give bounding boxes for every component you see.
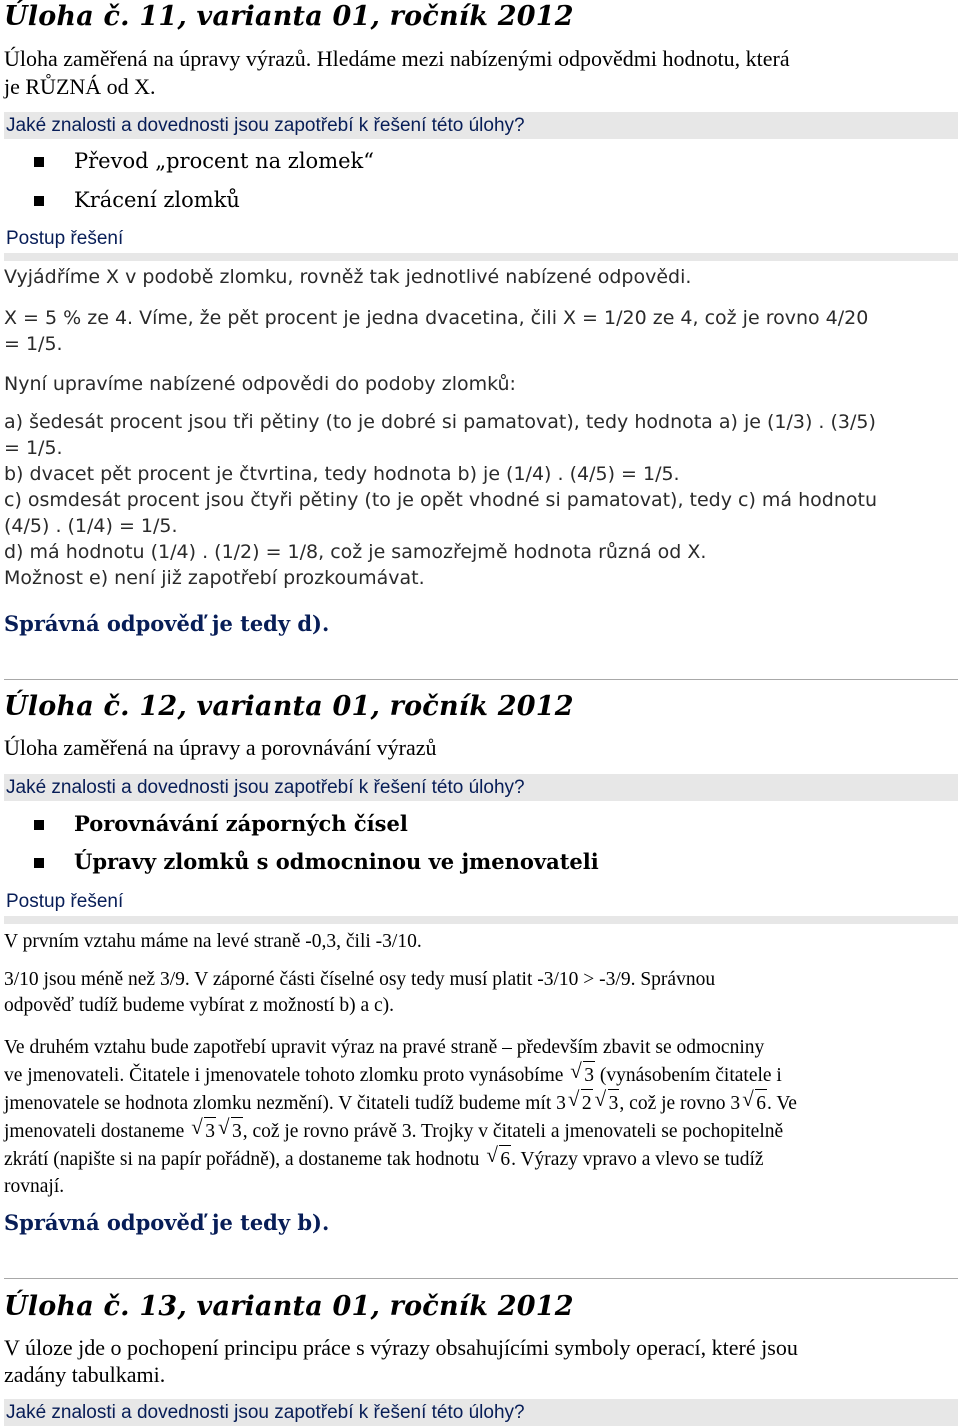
task-title: Úloha č. 11, varianta 01, ročník 2012 [4, 1, 574, 32]
intro-line: Úloha zaměřená na úpravy výrazů. Hledáme mezi nabízenými odpovědmi hodnotu, která [4, 46, 790, 71]
sqrt-expression: √ 6 [755, 1089, 767, 1117]
solution-line: c) osmdesát procent jsou čtyři pětiny (to je opět vhodné si pamatovat), tedy c) má hodnotu [4, 489, 877, 511]
intro-line: V úloze jde o pochopení principu práce s výrazy obsahujícími symboly operací, které jsou [4, 1335, 798, 1360]
intro-line: zadány tabulkami. [4, 1362, 166, 1387]
correct-answer: Správná odpověď je tedy b). [4, 1210, 330, 1235]
solution-line: Nyní upravíme nabízené odpovědi do podoby zlomků: [4, 373, 516, 395]
task-title: Úloha č. 12, varianta 01, ročník 2012 [4, 691, 574, 722]
skills-list [4, 805, 958, 881]
solution-heading: Postup řešení [6, 228, 124, 249]
section-divider [4, 679, 958, 680]
solution-line: rovnají. [4, 1176, 65, 1197]
solution-line: (4/5) . (1/4) = 1/5. [4, 515, 178, 537]
intro-line: je RŮZNÁ od X. [4, 74, 156, 99]
sqrt-expression: √ 2 [581, 1089, 593, 1117]
skills-heading: Jaké znalosti a dovednosti jsou zapotřebí k řešení této úlohy? [4, 112, 958, 139]
sqrt-expression: √ 3 [231, 1117, 243, 1145]
solution-body [4, 409, 958, 591]
solution-paragraph: V prvním vztahu máme na levé straně -0,3, čili -3/10. [4, 931, 422, 952]
task-title: Úloha č. 13, varianta 01, ročník 2012 [4, 1291, 574, 1322]
list-item: Porovnávání záporných čísel [4, 805, 958, 843]
solution-line: 3/10 jsou méně než 3/9. V záporné části číselné osy tedy musí platit -3/10 > -3/9. Správnou [4, 969, 716, 990]
solution-body [4, 305, 958, 357]
solution-paragraph [4, 967, 958, 1019]
bullet-icon [34, 820, 44, 830]
solution-line: ve jmenovateli. Čitatele i jmenovatele tohoto zlomku proto vynásobíme √ 3 (vynásobením čitatele i [4, 1061, 958, 1089]
skills-heading: Jaké znalosti a dovednosti jsou zapotřebí k řešení této úlohy? [4, 774, 958, 801]
task-intro: Úloha zaměřená na úpravy a porovnávání výrazů [4, 735, 437, 760]
solution-heading: Postup řešení [6, 891, 124, 912]
section-divider [4, 1278, 958, 1279]
solution-line: = 1/5. [4, 333, 63, 355]
sqrt-expression: √ 3 [204, 1117, 216, 1145]
sqrt-expression: √ 3 [583, 1061, 595, 1089]
skills-list [4, 142, 958, 220]
sqrt-expression: √ 3 [608, 1089, 620, 1117]
solution-line: X = 5 % ze 4. Víme, že pět procent je jedna dvacetina, čili X = 1/20 ze 4, což je rovno 4/20 [4, 307, 869, 329]
solution-line: Možnost e) není již zapotřebí prozkoumávat. [4, 567, 425, 589]
solution-line: Ve druhém vztahu bude zapotřebí upravit výraz na pravé straně – především zbavit se odmocniny [4, 1037, 765, 1058]
solution-paragraph [4, 1034, 958, 1200]
solution-line: Vyjádříme X v podobě zlomku, rovněž tak jednotlivé nabízené odpovědi. [4, 266, 692, 288]
divider-bar [4, 253, 958, 261]
bullet-icon [34, 196, 44, 206]
solution-body [4, 264, 958, 290]
solution-line: a) šedesát procent jsou tři pětiny (to je dobré si pamatovat), tedy hodnota a) je (1/3) . (3/5) [4, 411, 876, 433]
solution-line: jmenovateli dostaneme √ 3√ 3, což je rovno právě 3. Trojky v čitateli a jmenovateli se pochopitelně [4, 1117, 958, 1145]
bullet-icon [34, 157, 44, 167]
solution-line: jmenovatele se hodnota zlomku nezmění). V čitateli tudíž budeme mít 3√ 2√ 3, což je rovno 3√ 6. Ve [4, 1089, 958, 1117]
task-intro [4, 45, 958, 101]
list-item: Úpravy zlomků s odmocninou ve jmenovateli [4, 843, 958, 881]
bullet-icon [34, 858, 44, 868]
sqrt-expression: √ 6 [499, 1145, 511, 1173]
solution-body [4, 371, 958, 397]
solution-line: zkrátí (napište si na papír pořádně), a dostaneme tak hodnotu √ 6. Výrazy vpravo a vlevo se tudíž [4, 1145, 958, 1173]
task-intro [4, 1334, 958, 1388]
correct-answer: Správná odpověď je tedy d). [4, 611, 330, 636]
solution-line: b) dvacet pět procent je čtvrtina, tedy hodnota b) je (1/4) . (4/5) = 1/5. [4, 463, 680, 485]
list-item: Převod „procent na zlomek“ [4, 142, 958, 181]
solution-line: d) má hodnotu (1/4) . (1/2) = 1/8, což je samozřejmě hodnota různá od X. [4, 541, 707, 563]
divider-bar [4, 916, 958, 924]
solution-line: = 1/5. [4, 437, 63, 459]
list-item: Krácení zlomků [4, 181, 958, 220]
solution-line: odpověď tudíž budeme vybírat z možností b) a c). [4, 995, 395, 1016]
skills-heading: Jaké znalosti a dovednosti jsou zapotřebí k řešení této úlohy? [4, 1399, 958, 1426]
